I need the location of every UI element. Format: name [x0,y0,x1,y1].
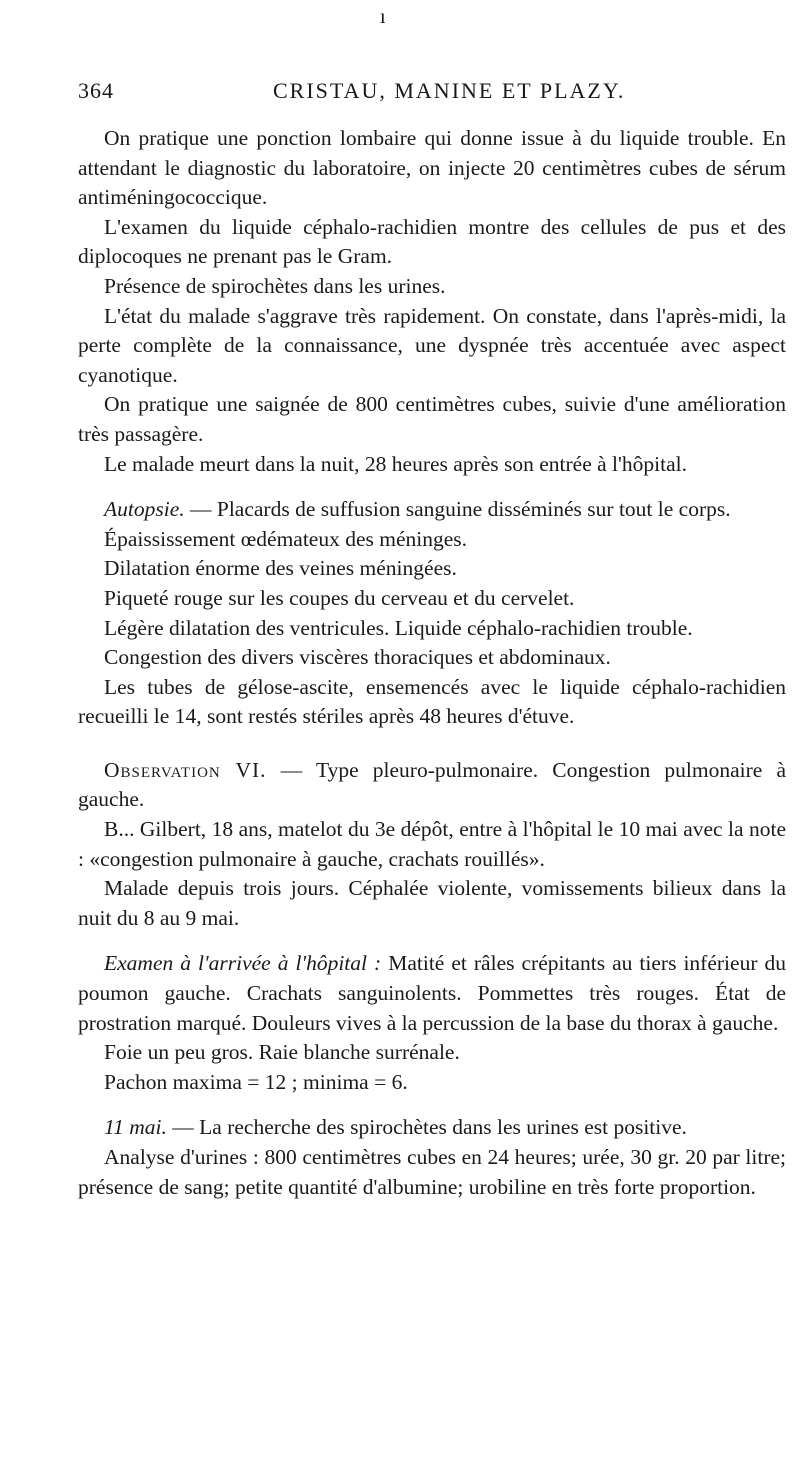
observation-paragraph: B... Gilbert, 18 ans, matelot du 3e dépôt, entre à l'hôpital le 10 mai avec la note : «congestion pulmonaire à gauche, crachats rouillés». [78,817,786,871]
exam-item: Pachon maxima = 12 ; minima = 6. [104,1069,408,1094]
observation-title: — Type pleuro-pulmonaire. Congestion pulmonaire à gauche. [78,757,786,812]
exam-text: Matité et râles crépitants au tiers inférieur du poumon gauche. Crachats sanguinolents. Pommettes très rouges. État de prostration marqué. Douleurs vives à la percussion de la base du thorax à gauche. [78,951,786,1035]
paragraph: Le malade meurt dans la nuit, 28 heures après son entrée à l'hôpital. [104,451,687,476]
paragraph: L'examen du liquide céphalo-rachidien montre des cellules de pus et des diplocoques ne prenant pas le Gram. [78,214,786,269]
exam-paragraph [78,949,786,1038]
autopsy-label: Autopsie. [104,497,185,522]
paragraph: On pratique une ponction lombaire qui donne issue à du liquide trouble. En attendant le diagnostic du laboratoire, on injecte 20 centimètres cubes de sérum antiméningococcique. [78,126,786,210]
observation-heading [78,756,786,815]
date-paragraph [78,1113,786,1143]
autopsy-item: Épaississement œdémateux des méninges. [104,526,468,551]
autopsy-item: Les tubes de gélose-ascite, ensemencés avec le liquide céphalo-rachidien recueilli le 14, sont restés stériles après 48 heures d'étuve. [78,674,786,729]
autopsy-item: Piqueté rouge sur les coupes du cerveau et du cervelet. [104,585,575,610]
autopsy-item: Légère dilatation des ventricules. Liquide céphalo-rachidien trouble. [104,615,693,640]
running-title: CRISTAU, MANINE ET PLAZY. [273,78,626,103]
body-text [78,124,786,1202]
exam-item: Foie un peu gros. Raie blanche surrénale. [104,1040,460,1065]
date-label: 11 mai. [104,1115,167,1140]
running-head [78,78,782,110]
date-text: — La recherche des spirochètes dans les urines est positive. [166,1115,687,1140]
autopsy-item: Congestion des divers viscères thoraciques et abdominaux. [104,645,611,670]
autopsy-paragraph [78,495,786,525]
observation-paragraph: Malade depuis trois jours. Céphalée violente, vomissements bilieux dans la nuit du 8 au 9 mai. [78,876,786,930]
paragraph: On pratique une saignée de 800 centimètres cubes, suivie d'une amélioration très passagère. [78,392,786,446]
exam-label: Examen à l'arrivée à l'hôpital : [104,951,382,976]
observation-label: Observation VI. [104,757,267,782]
paragraph: L'état du malade s'aggrave très rapidement. On constate, dans l'après-midi, la perte complète de la connaissance, une dyspnée très accentuée avec aspect cyanotique. [78,303,786,387]
paragraph: Présence de spirochètes dans les urines. [104,273,446,298]
page-number: 364 [78,78,114,103]
final-paragraph: Analyse d'urines : 800 centimètres cubes en 24 heures; urée, 30 gr. 20 par litre; présence de sang; petite quantité d'albumine; urobiline en très forte proportion. [78,1145,786,1199]
printer-mark: ı [380,6,386,28]
autopsy-text: — Placards de suffusion sanguine disséminés sur tout le corps. [184,497,731,522]
autopsy-item: Dilatation énorme des veines méningées. [104,556,457,581]
